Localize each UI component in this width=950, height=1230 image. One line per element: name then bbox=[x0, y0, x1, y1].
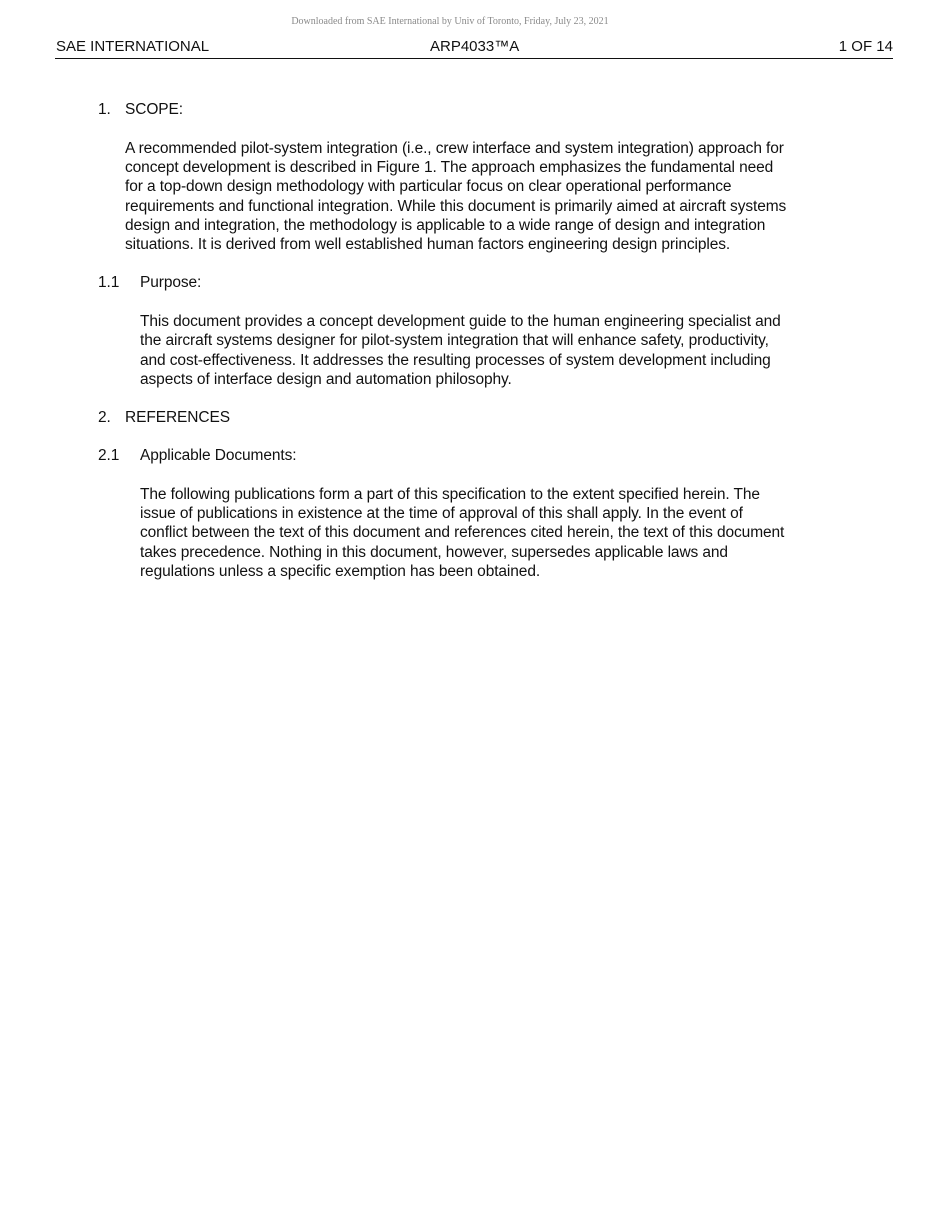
paragraph-line: and cost-effectiveness. It addresses the resulting processes of system development including bbox=[140, 351, 771, 369]
paragraph-line: The following publications form a part of this specification to the extent specified herein. The bbox=[140, 486, 760, 504]
section-title: REFERENCES bbox=[125, 409, 230, 427]
section-number: 2. bbox=[98, 409, 111, 427]
paragraph-line: the aircraft systems designer for pilot-system integration that will enhance safety, productivity, bbox=[140, 332, 769, 350]
header-organization: SAE INTERNATIONAL bbox=[56, 38, 210, 55]
section-number: 1. bbox=[98, 101, 111, 118]
section-number: 2.1 bbox=[98, 447, 120, 465]
download-notice: Downloaded from SAE International by Univ of Toronto, Friday, July 23, 2021 bbox=[291, 16, 609, 27]
section-applicable-documents-heading bbox=[98, 446, 858, 465]
scope-paragraph bbox=[125, 139, 858, 254]
paragraph-line: concept development is described in Figure 1. The approach emphasizes the fundamental need bbox=[125, 159, 774, 177]
purpose-paragraph bbox=[140, 312, 858, 389]
header-page-number: 1 OF 14 bbox=[838, 38, 893, 55]
paragraph-line: This document provides a concept development guide to the human engineering specialist and bbox=[140, 313, 781, 331]
paragraph-line: design and integration, the methodology is applicable to a wide range of design and integration bbox=[125, 216, 766, 234]
paragraph-line: for a top-down design methodology with particular focus on clear operational performance bbox=[125, 178, 732, 196]
section-title: SCOPE: bbox=[125, 101, 183, 118]
paragraph-line: A recommended pilot-system integration (i.e., crew interface and system integration) approach for bbox=[125, 140, 784, 157]
applicable-documents-paragraph bbox=[140, 485, 858, 581]
paragraph-line: regulations unless a specific exemption has been obtained. bbox=[140, 562, 541, 580]
paragraph-line: takes precedence. Nothing in this document, however, supersedes applicable laws and bbox=[140, 543, 728, 561]
section-number: 1.1 bbox=[98, 274, 120, 292]
paragraph-line: conflict between the text of this document and references cited herein, the text of this document bbox=[140, 524, 785, 542]
section-purpose-heading bbox=[98, 273, 858, 292]
paragraph-line: issue of publications in existence at the time of approval of this shall apply. In the event of bbox=[140, 505, 743, 523]
paragraph-line: aspects of interface design and automation philosophy. bbox=[140, 370, 512, 388]
section-title: Applicable Documents: bbox=[140, 447, 297, 465]
section-scope-heading bbox=[98, 100, 858, 119]
header-document-number: ARP4033™A bbox=[430, 38, 520, 55]
section-references-heading bbox=[98, 408, 858, 427]
paragraph-line: situations. It is derived from well established human factors engineering design principles. bbox=[125, 236, 731, 254]
section-title: Purpose: bbox=[140, 274, 202, 292]
document-body bbox=[98, 100, 858, 581]
paragraph-line: requirements and functional integration. While this document is primarily aimed at aircraft systems bbox=[125, 197, 787, 215]
page-header bbox=[55, 38, 893, 59]
